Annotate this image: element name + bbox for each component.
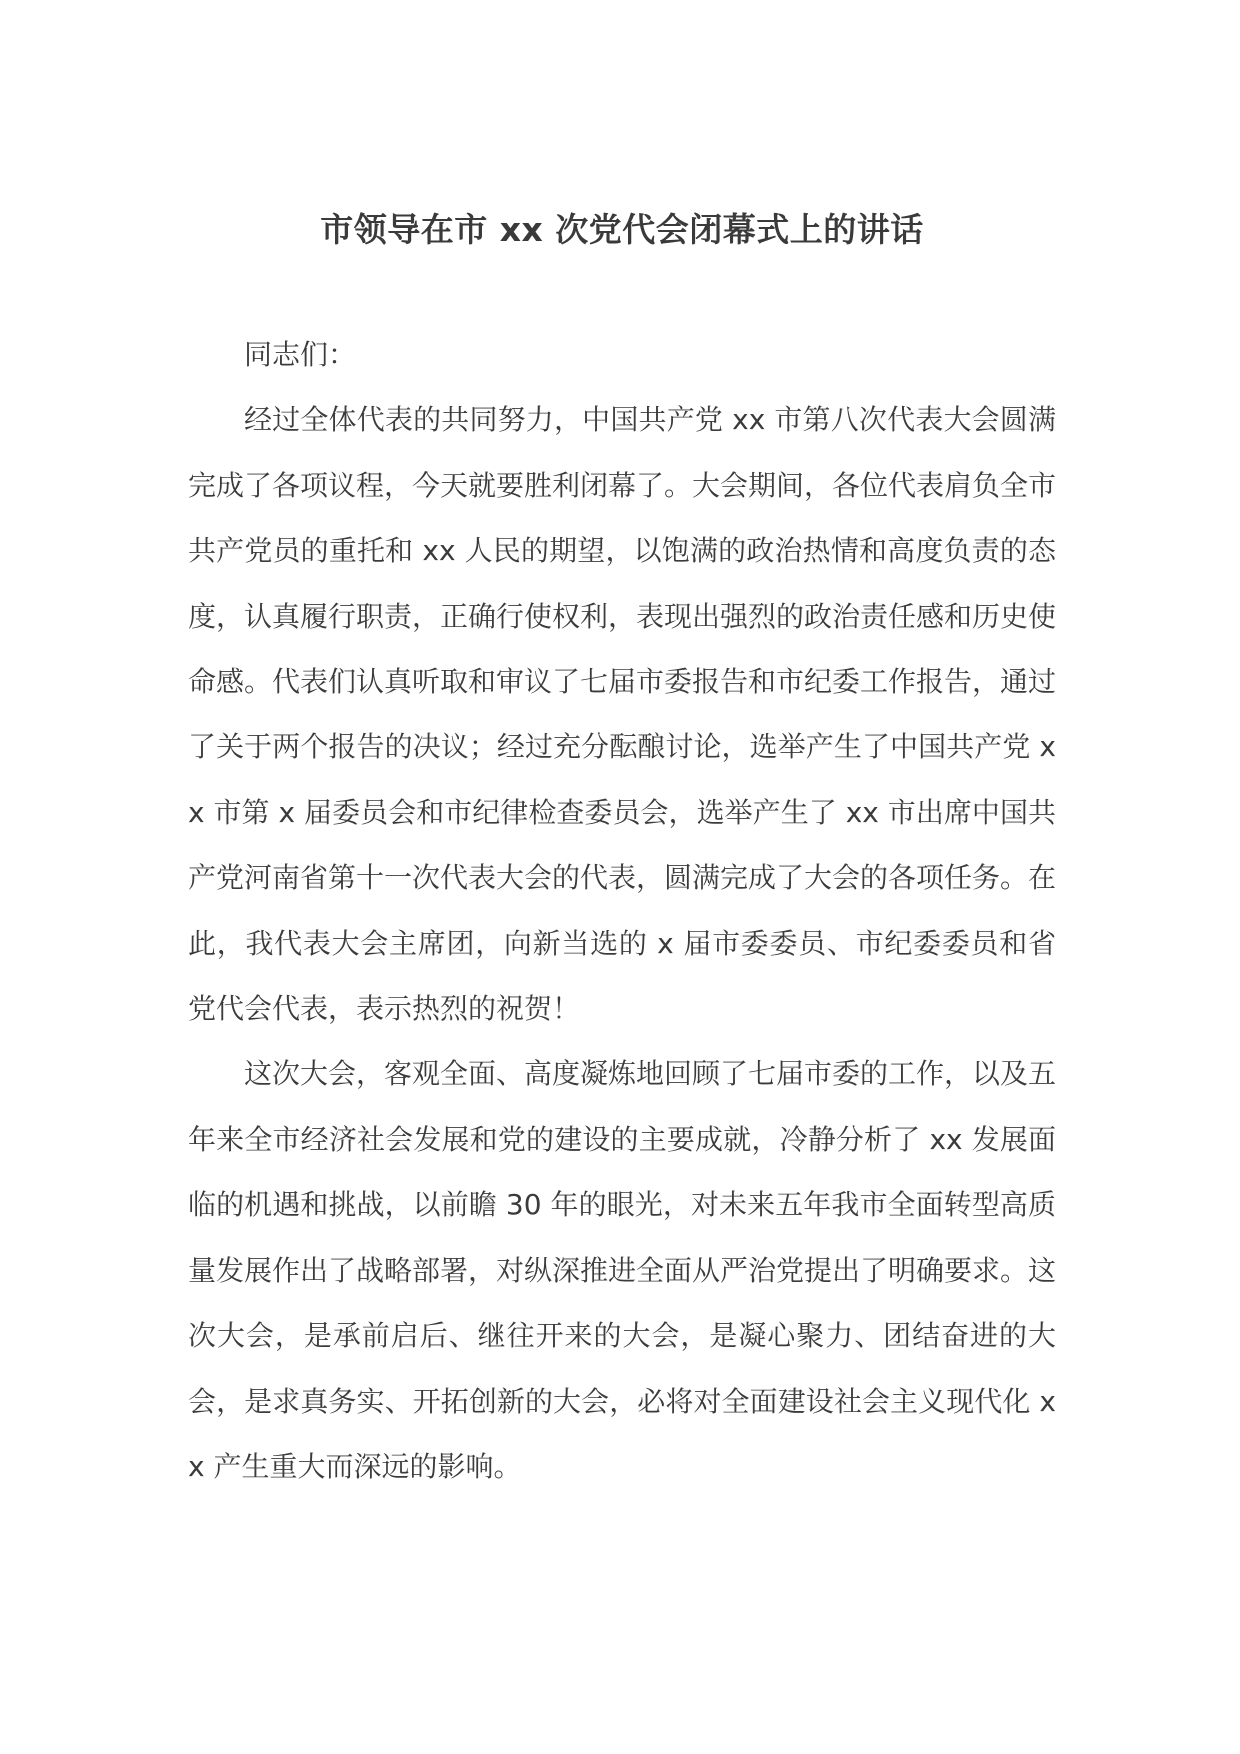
document-title: 市领导在市 xx 次党代会闭幕式上的讲话 <box>320 210 924 249</box>
paragraph-1: 经过全体代表的共同努力，中国共产党 xx 市第八次代表大会圆满完成了各项议程，今天就要胜利闭幕了。大会期间，各位代表肩负全市共产党员的重托和 xx 人民的期望，以饱满的政治热情和高度负责的态度，认真履行职责，正确行使权利，表现出强烈的政治责任感和历史使命感。代表们认真听取和审议了七届市委报告和市纪委工作报告，通过了关于两个报告的决议；经过充分酝酿讨论，选举产生了中国共产党 xx 市第 x 届委员会和市纪律检查委员会，选举产生了 xx 市出席中国共产党河南省第十一次代表大会的代表，圆满完成了大会的各项任务。在此，我代表大会主席团，向新当选的 x 届市委委员、市纪委委员和省党代会代表，表示热烈的祝贺！ <box>188 403 1057 1026</box>
greeting: 同志们： <box>244 338 357 371</box>
document-page <box>188 200 1056 1499</box>
paragraph-2: 这次大会，客观全面、高度凝炼地回顾了七届市委的工作，以及五年来全市经济社会发展和党的建设的主要成就，冷静分析了 xx 发展面临的机遇和挑战，以前瞻 30 年的眼光，对未来五年我市全面转型高质量发展作出了战略部署，对纵深推进全面从严治党提出了明确要求。这次大会，是承前启后、继往开来的大会，是凝心聚力、团结奋进的大会，是求真务实、开拓创新的大会，必将对全面建设社会主义现代化 xx 产生重大而深远的影响。 <box>188 1057 1057 1483</box>
